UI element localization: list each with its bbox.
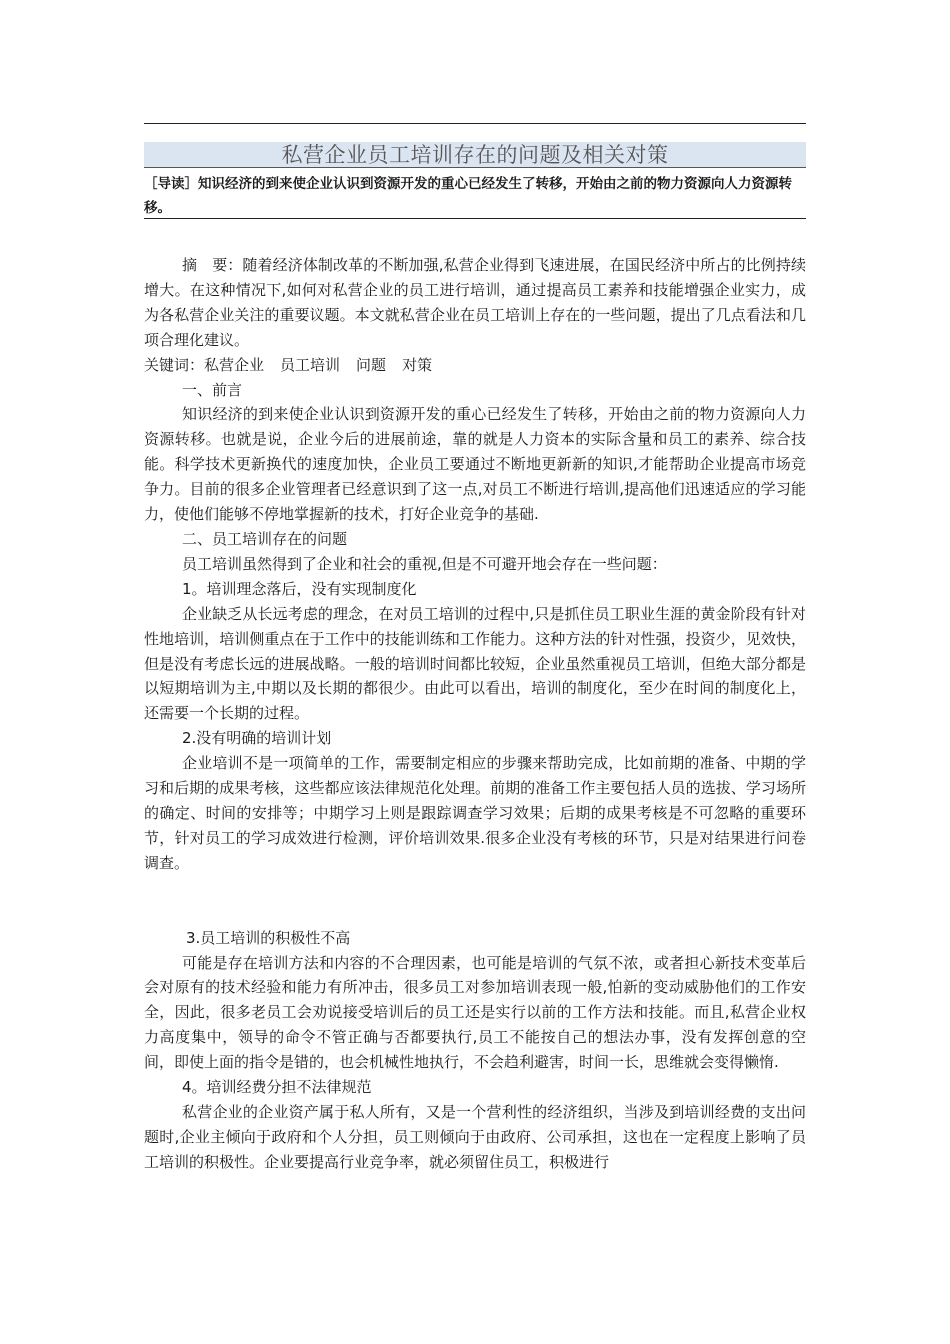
document-title: 私营企业员工培训存在的问题及相关对策 (281, 143, 669, 167)
title-band (144, 142, 806, 168)
item-paragraph-1: 企业缺乏从长远考虑的理念，在对员工培训的过程中,只是抓住员工职业生涯的黄金阶段有针对性地培训，培训侧重点在于工作中的技能训练和工作能力。这种方法的针对性强，投资少，见效快，但是没有考虑长远的进展战略。一般的培训时间都比较短，企业虽然重视员工培训，但绝大部分都是以短期培训为主,中期以及长期的都很少。由此可以看出，培训的制度化，至少在时间的制度化上，还需要一个长期的过程。 (144, 604, 806, 723)
item-heading-1: 1。培训理念落后，没有实现制度化 (182, 579, 417, 598)
keyword-item: 问题 (356, 355, 387, 374)
section-heading-problems: 二、员工培训存在的问题 (182, 529, 348, 548)
item-paragraph-4: 私营企业的企业资产属于私人所有，又是一个营利性的经济组织，当涉及到培训经费的支出问题时,企业主倾向于政府和个人分担，员工则倾向于由政府、公司承担，这也在一定程度上影响了员工培训的积极性。企业要提高行业竞争率，就必须留住员工，积极进行 (144, 1103, 806, 1171)
item-heading-3: 3.员工培训的积极性不高 (186, 928, 351, 947)
preface-paragraph: 知识经济的到来使企业认识到资源开发的重心已经发生了转移，开始由之前的物力资源向人力资源转移。也就是说，企业今后的进展前途，靠的就是人力资本的实际含量和员工的素养、综合技能。科学技术更新换代的速度加快，企业员工要通过不断地更新新的知识,才能帮助企业提高市场竞争力。目前的很多企业管理者已经意识到了这一点,对员工不断进行培训,提高他们迅速适应的学习能力，使他们能够不停地掌握新的技术，打好企业竞争的基础. (144, 405, 806, 524)
article-body (144, 253, 806, 1175)
section-heading-preface: 一、前言 (182, 380, 243, 399)
keyword-item: 员工培训 (280, 355, 341, 374)
bottom-rule (144, 218, 806, 219)
lead-paragraph: ［导读］知识经济的到来使企业认识到资源开发的重心已经发生了转移，开始由之前的物力资源向人力资源转移。 (144, 176, 792, 216)
keywords-line (144, 353, 806, 378)
paragraph-gap (144, 876, 806, 926)
top-rule (144, 123, 806, 124)
keyword-item: 私营企业 (204, 355, 265, 374)
item-paragraph-2: 企业培训不是一项简单的工作，需要制定相应的步骤来帮助完成，比如前期的准备、中期的学习和后期的成果考核，这些都应该法律规范化处理。前期的准备工作主要包括人员的选拔、学习场所的确定、时间的安排等；中期学习上则是跟踪调查学习效果；后期的成果考核是不可忽略的重要环节，针对员工的学习成效进行检测，评价培训效果.很多企业没有考核的环节，只是对结果进行问卷调查。 (144, 754, 806, 872)
keywords-label: 关键词： (144, 355, 205, 374)
abstract-paragraph: 摘 要：随着经济体制改革的不断加强,私营企业得到飞速进展，在国民经济中所占的比例持续增大。在这种情况下,如何对私营企业的员工进行培训，通过提高员工素养和技能增强企业实力，成为各私营企业关注的重要议题。本文就私营企业在员工培训上存在的一些问题，提出了几点看法和几项合理化建议。 (144, 256, 806, 349)
problems-intro: 员工培训虽然得到了企业和社会的重视,但是不可避开地会存在一些问题： (182, 554, 667, 573)
item-heading-2: 2.没有明确的培训计划 (182, 729, 332, 748)
keyword-item: 对策 (402, 355, 433, 374)
item-paragraph-3: 可能是存在培训方法和内容的不合理因素，也可能是培训的气氛不浓，或者担心新技术变革后会对原有的技术经验和能力有所冲击，很多员工对参加培训表现一般,怕新的变动威胁他们的工作安全，因此，很多老员工会劝说接受培训后的员工还是实行以前的工作方法和技能。而且,私营企业权力高度集中，领导的命令不管正确与否都要执行,员工不能按自己的想法办事，没有发挥创意的空间，即使上面的指令是错的，也会机械性地执行，不会趋利避害，时间一长，思维就会变得懒惰. (144, 953, 806, 1072)
item-heading-4: 4。培训经费分担不法律规范 (182, 1078, 372, 1097)
